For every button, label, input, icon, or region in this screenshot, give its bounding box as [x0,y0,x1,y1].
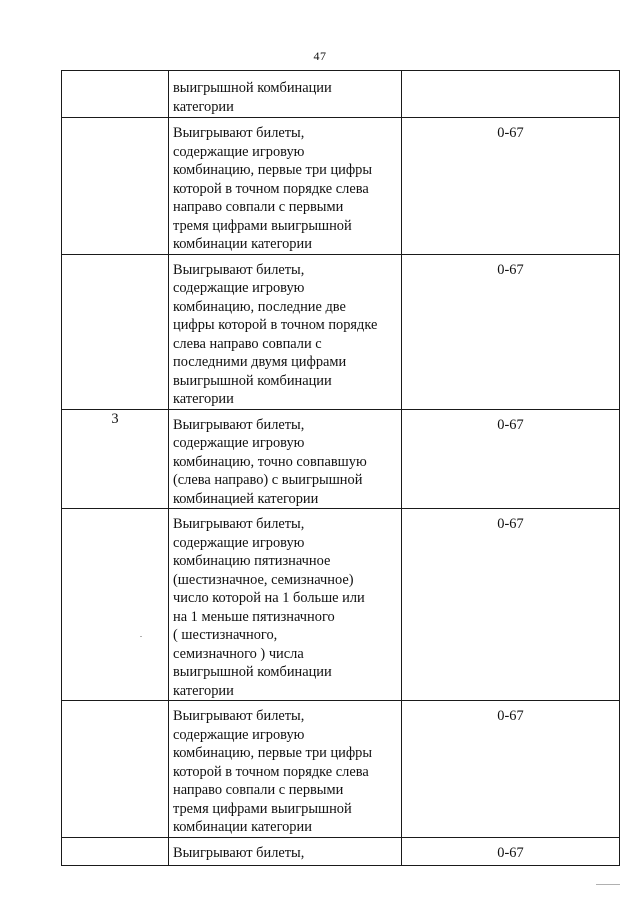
table-row [62,409,620,509]
value-cell: 0-67 [402,409,620,509]
condition-text: Выигрывают билеты, содержащие игровую комбинацию, точно совпавшую (слева направо) с выигрышной комбинацией категории [173,416,367,507]
condition-cell [169,701,402,838]
prize-conditions-table [61,70,620,866]
row-number-cell [62,254,169,409]
table-row [62,701,620,838]
table-row [62,254,620,409]
row-number-cell [62,71,169,118]
table-row [62,71,620,118]
condition-cell [169,254,402,409]
table-row [62,509,620,701]
row-number-cell [62,118,169,255]
value-cell [402,71,620,118]
page-number: 47 [313,49,327,63]
condition-cell [169,118,402,255]
scan-speck [596,884,620,885]
condition-text: Выигрывают билеты, содержащие игровую комбинацию, последние две цифры которой в точном порядке слева направо совпали с последними двумя цифрами выигрышной комбинации категории [173,261,378,407]
condition-text: Выигрывают билеты, содержащие игровую комбинацию, первые три цифры которой в точном порядке слева направо совпали с первыми тремя цифрами выигрышной комбинации категории [173,125,373,252]
condition-text: Выигрывают билеты, содержащие игровую комбинацию пятизначное (шестизначное, семизначное) число которой на 1 больше или на 1 меньше пятизначного ( шестизначного, семизначного ) числа выигрышной комбинации категории [173,516,365,699]
row-number-cell: 3 [62,409,169,509]
table-row [62,837,620,865]
value-cell: 0-67 [402,254,620,409]
condition-cell [169,71,402,118]
row-number-cell [62,837,169,865]
value-cell: 0-67 [402,837,620,865]
scan-speck [140,636,142,637]
row-number-cell [62,509,169,701]
condition-cell [169,509,402,701]
condition-text: выигрышной комбинации категории [173,80,332,115]
condition-cell [169,409,402,509]
value-cell: 0-67 [402,118,620,255]
table-row [62,118,620,255]
condition-text: Выигрывают билеты, [173,844,305,861]
value-cell: 0-67 [402,509,620,701]
condition-text: Выигрывают билеты, содержащие игровую комбинацию, первые три цифры которой в точном порядке слева направо совпали с первыми тремя цифрами выигрышной комбинации категории [173,708,373,835]
value-cell: 0-67 [402,701,620,838]
condition-cell [169,837,402,865]
row-number-cell [62,701,169,838]
